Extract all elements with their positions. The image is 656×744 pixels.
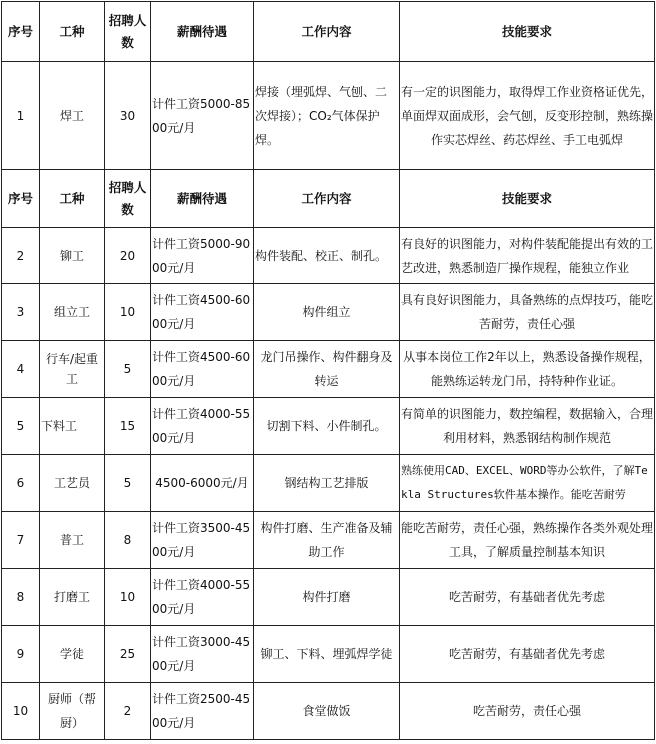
cell-skill: 具有良好识图能力，具备熟练的点焊技巧，能吃苦耐劳，责任心强 — [400, 284, 655, 341]
cell-count: 20 — [105, 228, 151, 284]
cell-count: 15 — [105, 398, 151, 455]
cell-count: 10 — [105, 284, 151, 341]
cell-job: 组立工 — [40, 284, 105, 341]
cell-no: 8 — [2, 569, 40, 626]
cell-content: 构件打磨、生产准备及辅助工作 — [254, 512, 400, 569]
cell-no: 4 — [2, 341, 40, 398]
cell-content: 钢结构工艺排版 — [254, 455, 400, 512]
col-content-header: 工作内容 — [254, 2, 400, 62]
cell-content: 焊接（埋弧焊、气刨、二次焊接）；CO₂气体保护焊。 — [254, 62, 400, 170]
cell-job: 焊工 — [40, 62, 105, 170]
table-row — [2, 569, 655, 626]
cell-no: 3 — [2, 284, 40, 341]
col-skill-header: 技能要求 — [400, 2, 655, 62]
cell-content: 构件打磨 — [254, 569, 400, 626]
col-count-header: 招聘人数 — [105, 2, 151, 62]
cell-skill: 有一定的识图能力，取得焊工作业资格证优先，单面焊双面成形，会气刨，反变形控制，熟练操作实芯焊丝、药芯焊丝、手工电弧焊 — [400, 62, 655, 170]
cell-job: 厨师（帮厨） — [40, 683, 105, 740]
cell-salary: 计件工资4500-6000元/月 — [151, 284, 254, 341]
col-no-header: 序号 — [2, 2, 40, 62]
col-salary-header: 薪酬待遇 — [151, 170, 254, 228]
table-header-row-repeat — [2, 170, 655, 228]
cell-count: 5 — [105, 341, 151, 398]
cell-count: 30 — [105, 62, 151, 170]
cell-job: 行车/起重工 — [40, 341, 105, 398]
cell-skill: 熟练使用CAD、EXCEL、WORD等办公软件，了解Tekla Structures软件基本操作。能吃苦耐劳 — [400, 455, 655, 512]
cell-job: 打磨工 — [40, 569, 105, 626]
cell-salary: 计件工资5000-8500元/月 — [151, 62, 254, 170]
col-job-header: 工种 — [40, 170, 105, 228]
cell-skill: 吃苦耐劳，责任心强 — [400, 683, 655, 740]
cell-skill: 从事本岗位工作2年以上，熟悉设备操作规程，能熟练运转龙门吊，持特种作业证。 — [400, 341, 655, 398]
cell-content: 构件组立 — [254, 284, 400, 341]
cell-skill: 吃苦耐劳，有基础者优先考虑 — [400, 569, 655, 626]
cell-no: 7 — [2, 512, 40, 569]
cell-no: 1 — [2, 62, 40, 170]
cell-salary: 计件工资4500-6000元/月 — [151, 341, 254, 398]
table-row — [2, 398, 655, 455]
table-header-row — [2, 2, 655, 62]
cell-no: 6 — [2, 455, 40, 512]
cell-job: 下料工 — [40, 398, 105, 455]
cell-content: 切割下料、小件制孔。 — [254, 398, 400, 455]
cell-job: 普工 — [40, 512, 105, 569]
cell-no: 9 — [2, 626, 40, 683]
cell-skill: 有简单的识图能力，数控编程，数据输入，合理利用材料，熟悉钢结构制作规范 — [400, 398, 655, 455]
cell-skill: 吃苦耐劳，有基础者优先考虑 — [400, 626, 655, 683]
cell-content: 龙门吊操作、构件翻身及转运 — [254, 341, 400, 398]
table-row — [2, 228, 655, 284]
table-row — [2, 512, 655, 569]
col-count-header: 招聘人数 — [105, 170, 151, 228]
col-no-header: 序号 — [2, 170, 40, 228]
cell-salary: 计件工资5000-9000元/月 — [151, 228, 254, 284]
cell-salary: 计件工资3500-4500元/月 — [151, 512, 254, 569]
table-row — [2, 683, 655, 740]
recruitment-table — [1, 1, 655, 740]
cell-count: 25 — [105, 626, 151, 683]
cell-no: 10 — [2, 683, 40, 740]
table-row — [2, 455, 655, 512]
col-skill-header: 技能要求 — [400, 170, 655, 228]
table-row — [2, 284, 655, 341]
cell-content: 构件装配、校正、制孔。 — [254, 228, 400, 284]
table-row — [2, 626, 655, 683]
table-row — [2, 62, 655, 170]
cell-skill: 能吃苦耐劳，责任心强，熟练操作各类外观处理工具，了解质量控制基本知识 — [400, 512, 655, 569]
cell-salary: 计件工资4000-5500元/月 — [151, 569, 254, 626]
cell-count: 5 — [105, 455, 151, 512]
cell-no: 5 — [2, 398, 40, 455]
cell-no: 2 — [2, 228, 40, 284]
cell-content: 食堂做饭 — [254, 683, 400, 740]
cell-salary: 计件工资4000-5500元/月 — [151, 398, 254, 455]
table-row — [2, 341, 655, 398]
cell-count: 8 — [105, 512, 151, 569]
col-content-header: 工作内容 — [254, 170, 400, 228]
cell-count: 2 — [105, 683, 151, 740]
cell-count: 10 — [105, 569, 151, 626]
cell-job: 学徒 — [40, 626, 105, 683]
cell-content: 铆工、下料、埋弧焊学徒 — [254, 626, 400, 683]
cell-salary: 计件工资3000-4500元/月 — [151, 626, 254, 683]
cell-salary: 计件工资2500-4500元/月 — [151, 683, 254, 740]
cell-salary: 4500-6000元/月 — [151, 455, 254, 512]
col-job-header: 工种 — [40, 2, 105, 62]
col-salary-header: 薪酬待遇 — [151, 2, 254, 62]
cell-job: 铆工 — [40, 228, 105, 284]
cell-skill: 有良好的识图能力，对构件装配能提出有效的工艺改进，熟悉制造厂操作规程，能独立作业 — [400, 228, 655, 284]
cell-job: 工艺员 — [40, 455, 105, 512]
